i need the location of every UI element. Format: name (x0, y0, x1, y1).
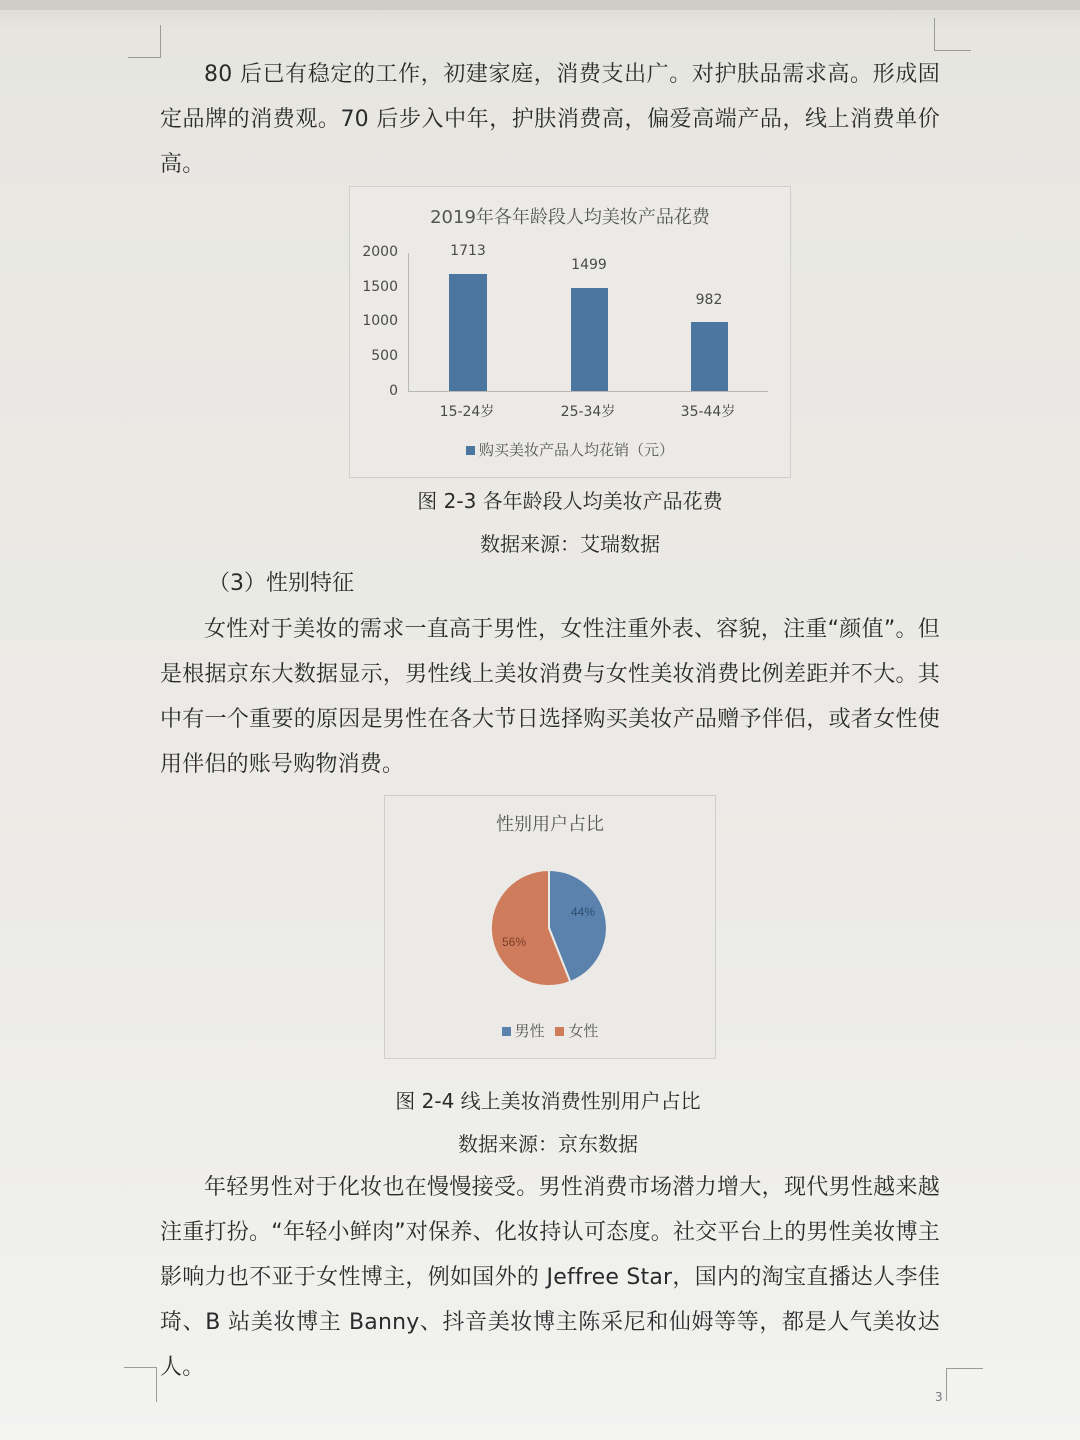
page-margin-mark-bottom-left (124, 1367, 157, 1402)
pie-chart-title: 性别用户占比 (496, 814, 604, 835)
pie-chart-gender-share (384, 795, 716, 1059)
figure-2-3-caption: 图 2-3 各年龄段人均美妆产品花费 (417, 489, 723, 513)
figure-2-4-source: 数据来源：京东数据 (458, 1132, 638, 1156)
page-margin-mark-bottom-right (946, 1368, 983, 1401)
legend-swatch-female-icon (555, 1027, 564, 1036)
bar-35-44 (691, 322, 728, 391)
y-tick-500: 500 (371, 348, 398, 364)
bar-25-34 (571, 288, 608, 391)
figure-2-4-caption: 图 2-4 线上美妆消费性别用户占比 (395, 1089, 701, 1113)
paragraph-male-beauty: 年轻男性对于化妆也在慢慢接受。男性消费市场潜力增大，现代男性越来越注重打扮。“年轻小鲜肉”对保养、化妆持认可态度。社交平台上的男性美妆博主影响力也不亚于女性博主，例如国外的 Jeffree Star，国内的淘宝直播达人李佳琦、B 站美妆博主 Banny、抖音美妆博主陈采尼和仙姆等等，都是人气美妆达人。 (160, 1175, 940, 1380)
legend-item-female (555, 1022, 598, 1040)
legend-swatch-icon (466, 446, 475, 455)
legend-swatch-male-icon (502, 1027, 511, 1036)
legend-item-male (502, 1022, 545, 1040)
pie-label-female: 56% (502, 935, 527, 949)
paragraph-gender: 女性对于美妆的需求一直高于男性，女性注重外表、容貌，注重“颜值”。但是根据京东大数据显示，男性线上美妆消费与女性美妆消费比例差距并不大。其中有一个重要的原因是男性在各大节日选择购买美妆产品赠予伴侣，或者女性使用伴侣的账号购物消费。 (160, 617, 940, 777)
bar-chart-title: 2019年各年龄段人均美妆产品花费 (430, 207, 710, 228)
legend-label-male: 男性 (514, 1022, 545, 1040)
page-number: 3 (935, 1390, 943, 1404)
bar-value-25-34: 1499 (571, 257, 607, 273)
page-margin-mark-top-left (128, 25, 161, 58)
page-margin-mark-top-right (934, 18, 971, 51)
paragraph-age-consumption: 80 后已有稳定的工作，初建家庭，消费支出广。对护肤品需求高。形成固定品牌的消费观。70 后步入中年，护肤消费高，偏爱高端产品，线上消费单价高。 (160, 62, 940, 177)
x-axis-line (408, 391, 768, 392)
pie-label-male: 44% (571, 905, 596, 919)
pie-chart-legend (385, 1020, 715, 1041)
section-heading-gender: （3）性别特征 (208, 571, 354, 596)
photo-top-edge (0, 0, 1080, 10)
y-axis-line (408, 253, 409, 392)
bar-chart-legend (350, 439, 790, 460)
pie-chart-graphic (489, 868, 609, 988)
legend-label: 购买美妆产品人均花销（元） (478, 441, 674, 459)
y-tick-1000: 1000 (362, 313, 398, 329)
figure-2-3-source: 数据来源：艾瑞数据 (480, 532, 660, 556)
x-label-35-44: 35-44岁 (680, 404, 736, 420)
bar-value-15-24: 1713 (450, 243, 486, 259)
bar-15-24 (449, 274, 487, 391)
y-tick-0: 0 (389, 383, 398, 399)
x-label-25-34: 25-34岁 (560, 404, 616, 420)
x-label-15-24: 15-24岁 (439, 404, 495, 420)
y-tick-1500: 1500 (362, 279, 398, 295)
y-tick-2000: 2000 (362, 244, 398, 260)
bar-value-35-44: 982 (695, 292, 723, 308)
bar-chart-age-spending (349, 186, 791, 478)
legend-label-female: 女性 (568, 1022, 599, 1040)
